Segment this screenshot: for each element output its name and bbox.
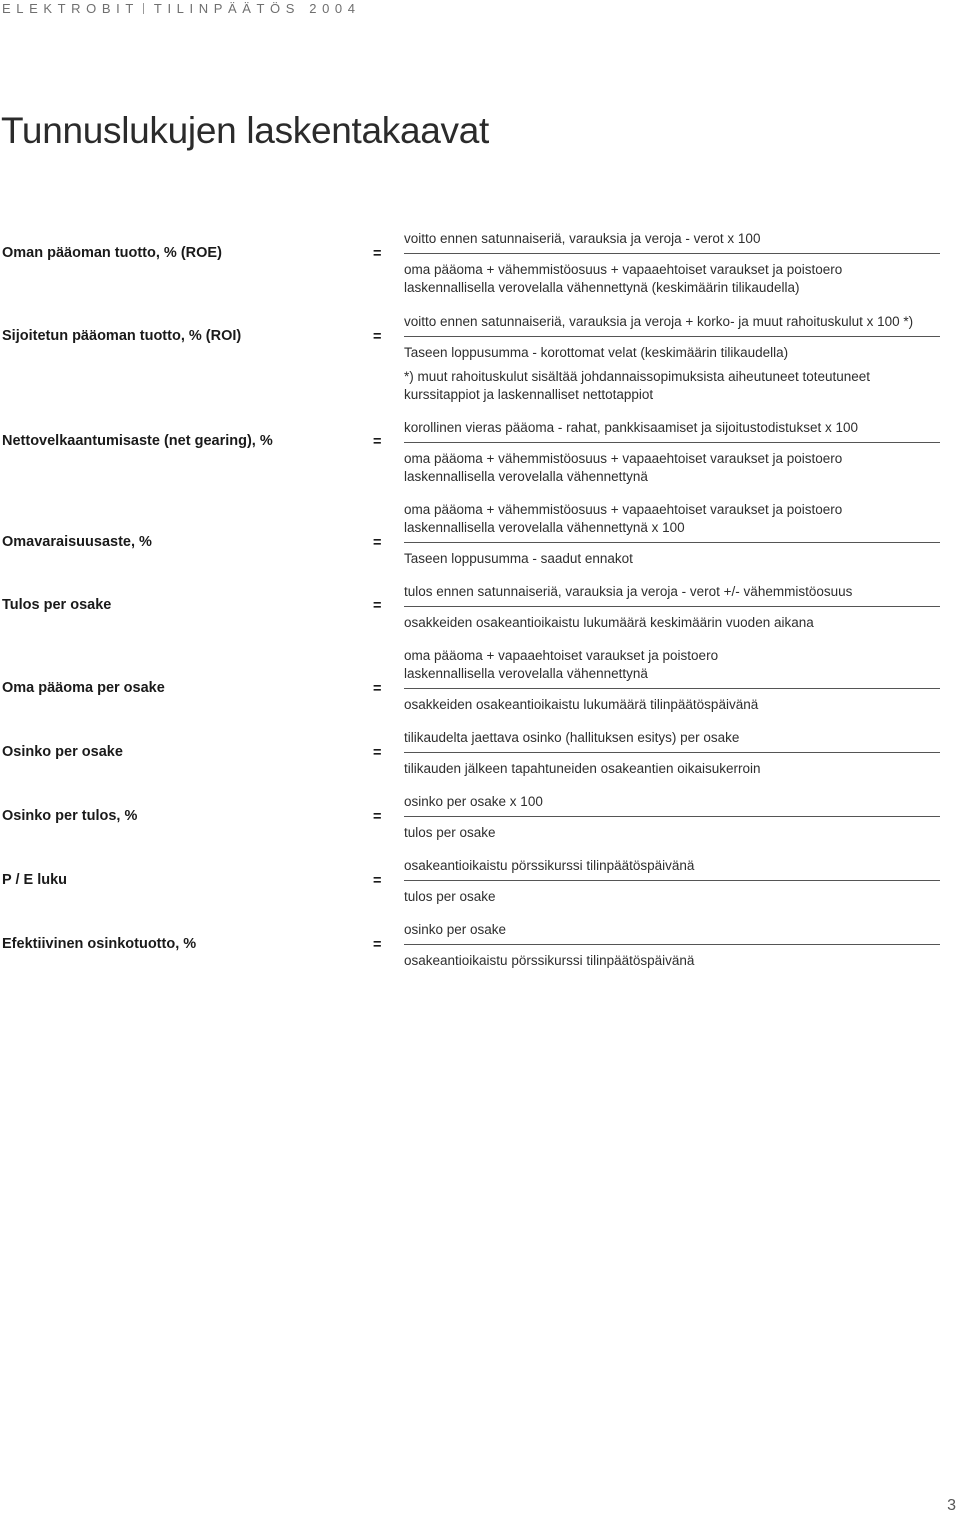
denominator-line: tulos per osake (404, 889, 496, 904)
fraction (404, 729, 940, 778)
formula-footnote (404, 368, 940, 404)
formula-label: Osinko per osake (2, 744, 123, 760)
denominator-line: tilikauden jälkeen tapahtuneiden osakeantien oikaisukerroin (404, 761, 761, 776)
denominator-line: oma pääoma + vähemmistöosuus + vapaaehtoiset varaukset ja poistoero (404, 451, 843, 466)
equals-sign: = (373, 598, 382, 614)
denominator-line: laskennallisella verovelalla vähennettynä (keskimäärin tilikaudella) (404, 280, 800, 295)
fraction-numerator (404, 647, 940, 689)
formula-label: Tulos per osake (2, 597, 112, 613)
numerator-line: korollinen vieras pääoma - rahat, pankkisaamiset ja sijoitustodistukset x 100 (404, 420, 858, 435)
fraction-denominator (404, 254, 940, 297)
formula-label: Osinko per tulos, % (2, 808, 138, 824)
fraction-denominator (404, 607, 940, 632)
footnote-line: *) muut rahoituskulut sisältää johdannaissopimuksista aiheutuneet toteutuneet (404, 369, 871, 384)
fraction (404, 583, 940, 632)
equals-sign: = (373, 246, 382, 262)
denominator-line: osakkeiden osakeantioikaistu lukumäärä tilinpäätöspäivänä (404, 697, 759, 712)
numerator-line: laskennallisella verovelalla vähennettynä x 100 (404, 520, 685, 535)
fraction-denominator (404, 753, 940, 778)
fraction (404, 647, 940, 714)
equals-sign: = (373, 745, 382, 761)
fraction-denominator (404, 945, 940, 970)
fraction-numerator (404, 419, 940, 443)
footnote-line: kurssitappiot ja laskennalliset nettotappiot (404, 387, 654, 402)
fraction-denominator (404, 443, 940, 486)
equals-sign: = (373, 329, 382, 345)
numerator-line: osinko per osake x 100 (404, 794, 543, 809)
fraction (404, 501, 940, 568)
formula-label: Nettovelkaantumisaste (net gearing), % (2, 433, 273, 449)
fraction-numerator (404, 313, 940, 337)
numerator-line: osakeantioikaistu pörssikurssi tilinpäätöspäivänä (404, 858, 695, 873)
fraction-denominator (404, 689, 940, 714)
fraction-numerator (404, 230, 940, 254)
fraction-numerator (404, 583, 940, 607)
header-separator (143, 3, 144, 14)
page-number: 3 (947, 1497, 956, 1514)
denominator-line: Taseen loppusumma - saadut ennakot (404, 551, 633, 566)
formula-label: Oma pääoma per osake (2, 680, 165, 696)
fraction (404, 313, 940, 404)
equals-sign: = (373, 434, 382, 450)
equals-sign: = (373, 937, 382, 953)
numerator-line: tulos ennen satunnaiseriä, varauksia ja veroja - verot +/- vähemmistöosuus (404, 584, 853, 599)
numerator-line: laskennallisella verovelalla vähennettynä (404, 666, 648, 681)
fraction-numerator (404, 857, 940, 881)
fraction-denominator (404, 337, 940, 362)
numerator-line: osinko per osake (404, 922, 507, 937)
fraction-numerator (404, 501, 940, 543)
denominator-line: tulos per osake (404, 825, 496, 840)
fraction (404, 793, 940, 842)
fraction-numerator (404, 729, 940, 753)
numerator-line: oma pääoma + vähemmistöosuus + vapaaehtoiset varaukset ja poistoero (404, 502, 843, 517)
running-header (2, 1, 361, 16)
denominator-line: osakeantioikaistu pörssikurssi tilinpäätöspäivänä (404, 953, 695, 968)
equals-sign: = (373, 681, 382, 697)
equals-sign: = (373, 535, 382, 551)
denominator-line: oma pääoma + vähemmistöosuus + vapaaehtoiset varaukset ja poistoero (404, 262, 843, 277)
numerator-line: tilikaudelta jaettava osinko (hallituksen esitys) per osake (404, 730, 740, 745)
formula-label: Sijoitetun pääoman tuotto, % (ROI) (2, 328, 242, 344)
fraction-numerator (404, 921, 940, 945)
formula-label: Efektiivinen osinkotuotto, % (2, 936, 197, 952)
fraction-numerator (404, 793, 940, 817)
numerator-line: voitto ennen satunnaiseriä, varauksia ja veroja + korko- ja muut rahoituskulut x 100 *) (404, 314, 914, 329)
denominator-line: laskennallisella verovelalla vähennettynä (404, 469, 648, 484)
fraction (404, 419, 940, 486)
fraction-denominator (404, 543, 940, 568)
fraction (404, 857, 940, 906)
fraction (404, 921, 940, 970)
denominator-line: osakkeiden osakeantioikaistu lukumäärä keskimäärin vuoden aikana (404, 615, 814, 630)
fraction-denominator (404, 817, 940, 842)
equals-sign: = (373, 873, 382, 889)
header-company: ELEKTROBIT (2, 1, 139, 16)
numerator-line: voitto ennen satunnaiseriä, varauksia ja veroja - verot x 100 (404, 231, 761, 246)
fraction-denominator (404, 881, 940, 906)
formula-label: P / E luku (2, 872, 68, 888)
page-title: Tunnuslukujen laskentakaavat (1, 110, 489, 151)
fraction (404, 230, 940, 297)
formula-label: Oman pääoman tuotto, % (ROE) (2, 245, 222, 261)
numerator-line: oma pääoma + vapaaehtoiset varaukset ja poistoero (404, 648, 719, 663)
header-report: TILINPÄÄTÖS 2004 (153, 1, 361, 16)
denominator-line: Taseen loppusumma - korottomat velat (keskimäärin tilikaudella) (404, 345, 789, 360)
formula-label: Omavaraisuusaste, % (2, 534, 152, 550)
equals-sign: = (373, 809, 382, 825)
